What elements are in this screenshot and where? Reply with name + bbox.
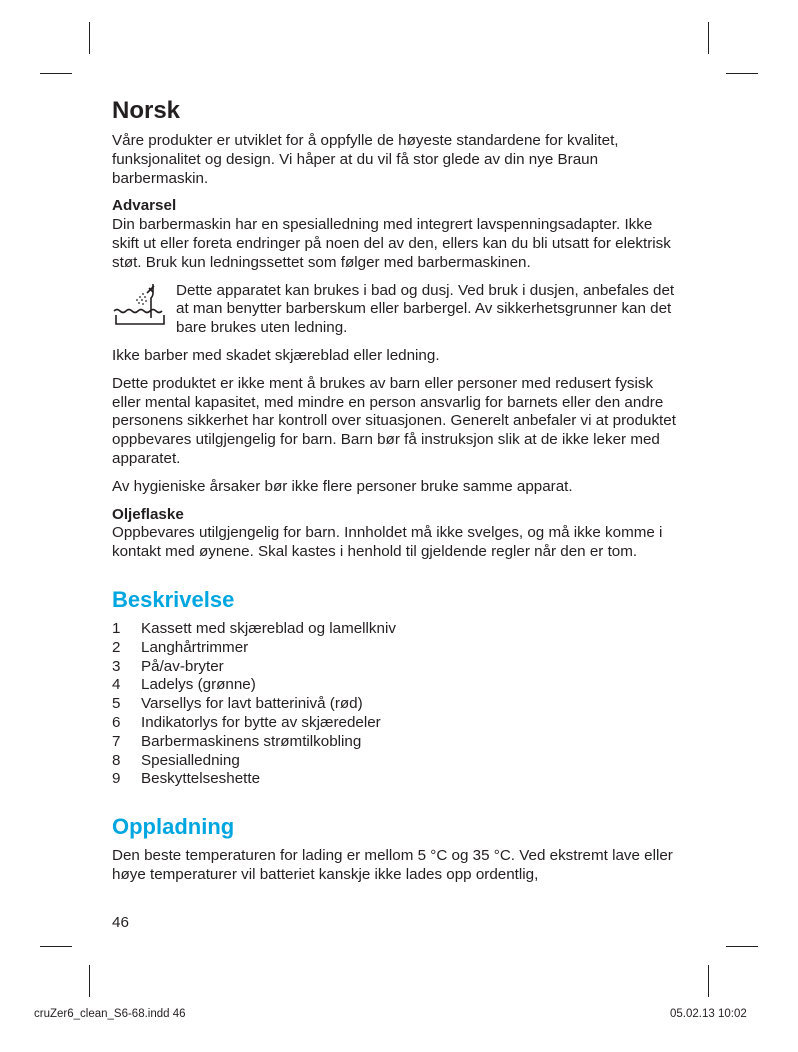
- crop-mark: [40, 73, 72, 74]
- date-slug: 05.02.13 10:02: [670, 1008, 747, 1020]
- hygiene-warning: Av hygieniske årsaker bør ikke flere personer bruke samme apparat.: [112, 477, 573, 495]
- list-item: 6 Indikatorlys for bytte av skjæredeler: [112, 713, 381, 731]
- oil-title: Oljeflaske: [112, 505, 184, 523]
- crop-mark: [726, 946, 758, 947]
- damaged-warning: Ikke barber med skadet skjæreblad eller ledning.: [112, 346, 440, 364]
- page-content: [112, 96, 682, 885]
- description-heading: Beskrivelse: [112, 586, 235, 612]
- oil-text: Oppbevares utilgjengelig for barn. Innholdet må ikke svelges, og må ikke komme i kontakt med øynene. Skal kastes i henhold til gjeldende regler når den er tom.: [112, 524, 663, 561]
- bath-shower-icon: [112, 282, 176, 332]
- charging-text: Den beste temperaturen for lading er mellom 5 °C og 35 °C. Ved ekstremt lave eller høye temperaturer vil batteriet kanskje ikke lades opp ordentlig,: [112, 847, 673, 883]
- list-item: 3 På/av-bryter: [112, 657, 224, 675]
- crop-mark: [89, 965, 90, 997]
- list-item: 7 Barbermaskinens strømtilkobling: [112, 732, 362, 750]
- intro-paragraph: Våre produkter er utviklet for å oppfylle de høyeste standardene for kvalitet, funksjonalitet og design. Vi håper at du vil få stor glede av din nye Braun barbermaskin.: [112, 132, 619, 187]
- parts-list: [112, 620, 682, 789]
- charging-heading: Oppladning: [112, 814, 235, 840]
- crop-mark: [708, 22, 709, 54]
- list-item: 1 Kassett med skjæreblad og lamellkniv: [112, 619, 396, 637]
- list-item: 8 Spesialledning: [112, 751, 240, 769]
- list-item: 4 Ladelys (grønne): [112, 676, 256, 694]
- bath-warning: [112, 282, 682, 338]
- page-title: Norsk: [112, 97, 181, 124]
- list-item: 5 Varsellys for lavt batterinivå (rød): [112, 695, 363, 713]
- warning-text: Din barbermaskin har en spesialledning med integrert lavspenningsadapter. Ikke skift ut eller foreta endringer på noen del av den, ellers kan du bli utsatt for elektrisk støt. Bruk kun ledningssettet som følger med barbermaskinen.: [112, 216, 671, 271]
- crop-mark: [40, 946, 72, 947]
- children-warning: Dette produktet er ikke ment å brukes av barn eller personer med redusert fysisk eller mental kapasitet, med mindre en person ansvarlig for barnets eller den andre personens sikkerhet har kontroll over situasjonen. Generelt anbefaler vi at produktet oppbevares utilgjengelig for barn. Barn bør få instruksjon slik at de ikke leker med apparatet.: [112, 374, 676, 467]
- warning-title: Advarsel: [112, 197, 177, 215]
- crop-mark: [726, 73, 758, 74]
- crop-mark: [708, 965, 709, 997]
- page-number: 46: [112, 914, 129, 931]
- list-item: 9 Beskyttelseshette: [112, 770, 261, 788]
- crop-mark: [89, 22, 90, 54]
- bath-warning-text: Dette apparatet kan brukes i bad og dusj. Ved bruk i dusjen, anbefales det at man benytter barberskum eller barbergel. Av sikkerhetsgrunner kan det bare brukes uten ledning.: [176, 281, 675, 337]
- file-slug: cruZer6_clean_S6-68.indd 46: [34, 1008, 186, 1020]
- list-item: 2 Langhårtrimmer: [112, 638, 249, 656]
